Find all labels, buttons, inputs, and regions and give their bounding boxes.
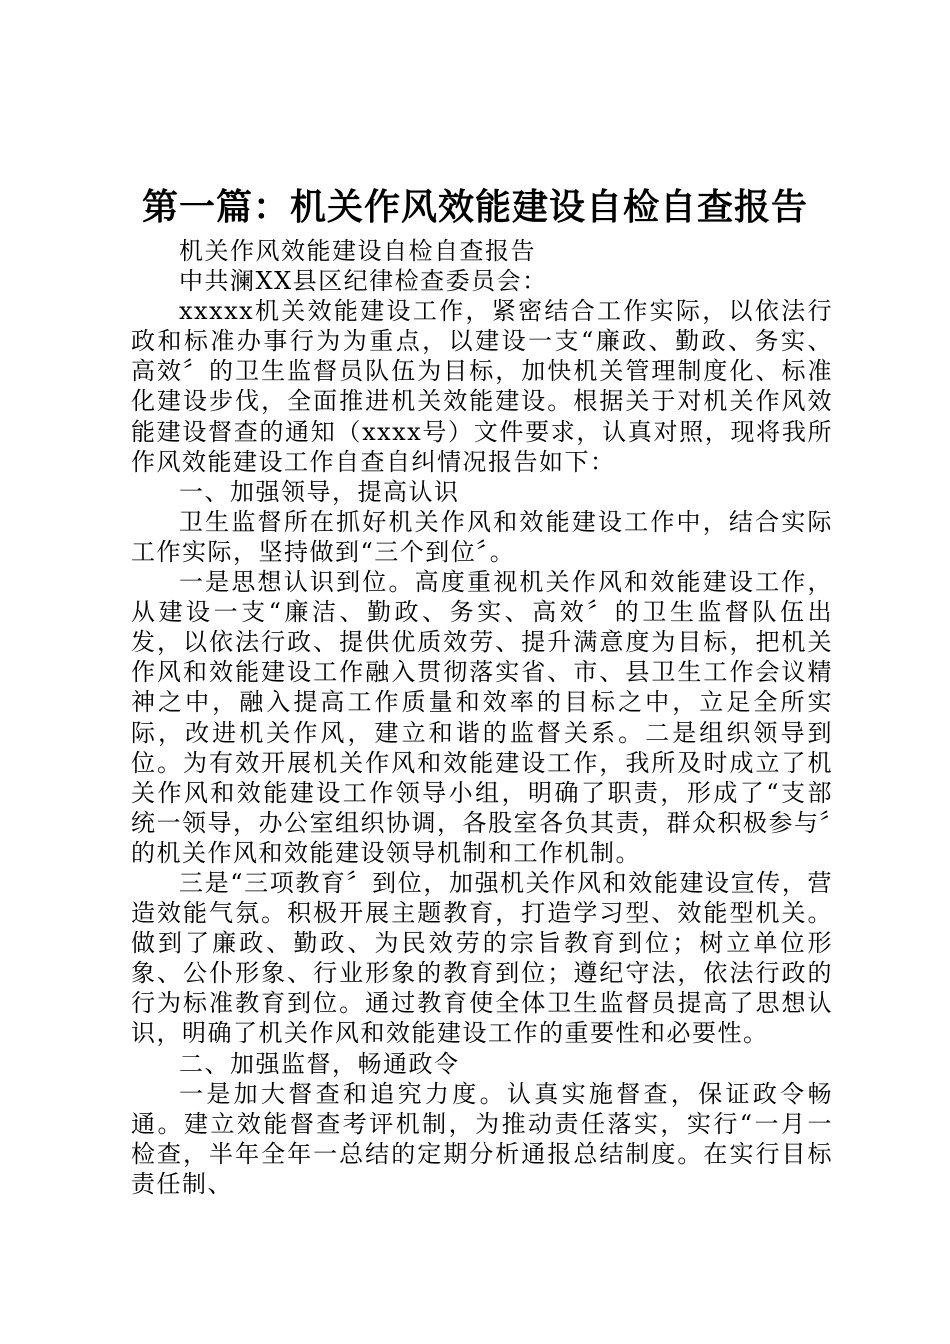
body-paragraph: 三是“三项教育〞到位，加强机关作风和效能建设宣传，营造效能气氛。积极开展主题教育，打造学习型、效能型机关。做到了廉政、勤政、为民效劳的宗旨教育到位；树立单位形象、公仆形象、行业形象的教育到位；遵纪守法，依法行政的行为标准教育到位。通过教育使全体卫生监督员提高了思想认识，明确了机关作风和效能建设工作的重要性和必要性。	[131, 868, 833, 1048]
subtitle-paragraph: 机关作风效能建设自检自查报告	[179, 237, 536, 265]
addressee-paragraph: 中共澜XX县区纪律检查委员会：	[179, 267, 548, 296]
section-heading-1: 一、加强领导，提高认识	[179, 477, 460, 506]
section-heading-2: 二、加强监督，畅通政令	[179, 1049, 460, 1078]
document-title: 第一篇：机关作风效能建设自检自查报告	[141, 187, 808, 228]
body-paragraph: 卫生监督所在抓好机关作风和效能建设工作中，结合实际工作实际，坚持做到“三个到位〞。	[131, 507, 833, 566]
intro-paragraph: xxxxx机关效能建设工作，紧密结合工作实际，以依法行政和标准办事行为为重点，以建设一支“廉政、勤政、务实、高效〞的卫生监督员队伍为目标，加快机关管理制度化、标准化建设步伐，全面推进机关效能建设。根据关于对机关作风效能建设督查的通知（xxxx号）文件要求，认真对照，现将我所作风效能建设工作自查自纠情况报告如下：	[131, 297, 833, 476]
body-paragraph: 一是思想认识到位。高度重视机关作风和效能建设工作，从建设一支“廉洁、勤政、务实、高效〞的卫生监督队伍出发，以依法行政、提供优质效劳、提升满意度为目标，把机关作风和效能建设工作融入贯彻落实省、市、县卫生工作会议精神之中，融入提高工作质量和效率的目标之中，立足全所实际，改进机关作风，建立和谐的监督关系。二是组织领导到位。为有效开展机关作风和效能建设工作，我所及时成立了机关作风和效能建设工作领导小组，明确了职责，形成了“支部统一领导，办公室组织协调，各股室各负其责，群众积极参与〞的机关作风和效能建设领导机制和工作机制。	[131, 568, 833, 867]
document-body	[131, 236, 833, 1199]
body-paragraph: 一是加大督查和追究力度。认真实施督查，保证政令畅通。建立效能督查考评机制，为推动责任落实，实行“一月一检查，半年全年一总结的定期分析通报总结制度。在实行目标责任制、	[131, 1079, 833, 1198]
